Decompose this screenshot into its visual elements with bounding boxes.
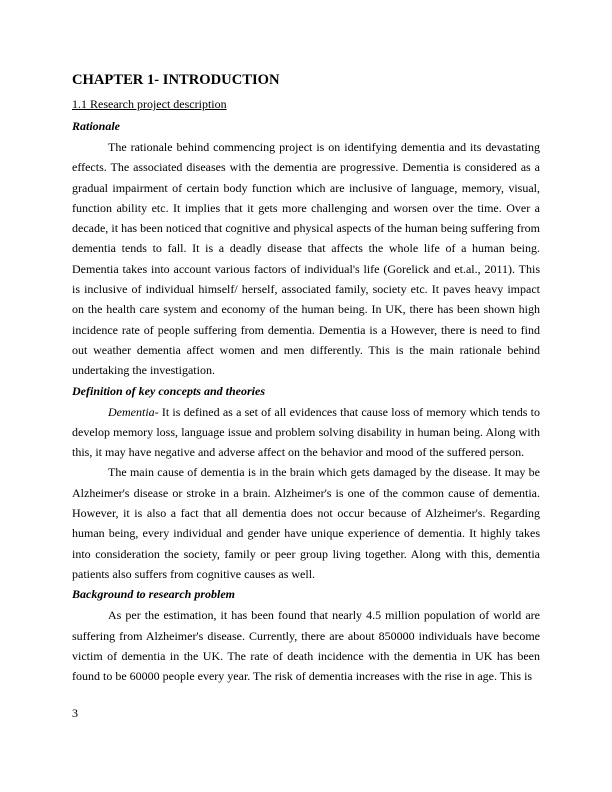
rationale-paragraph: The rationale behind commencing project is on identifying dementia and its devastating effects. The associated diseases with the dementia are progressive. Dementia is considered as a gradual impairment of certain body function which are inclusive of language, memory, visual, function ability etc. It implies that it gets more challenging and worsen over the time. Over a decade, it has been noticed that cognitive and physical aspects of the human being suffering from dementia tends to fall. It is a deadly disease that affects the whole life of a human being. Dementia takes into account various factors of individual's life (Gorelick and et.al., 2011). This is inclusive of individual himself/ herself, associated family, society etc. It paves heavy impact on the health care system and economy of the human being. In UK, there has been shown high incidence rate of people suffering from dementia. Dementia is a However, there is need to find out weather dementia affect women and men differently. This is the main rationale behind undertaking the investigation. [72, 140, 540, 378]
chapter-title: CHAPTER 1- INTRODUCTION [72, 72, 280, 88]
background-paragraph: As per the estimation, it has been found that nearly 4.5 million population of world are suffering from Alzheimer's disease. Currently, there are about 850000 individuals have become victim of dementia in the UK. The rate of death incidence with the dementia in UK has been found to be 60000 people every year. The risk of dementia increases with the rise in age. This is [72, 608, 540, 684]
section-title: 1.1 Research project description [72, 97, 227, 111]
dementia-definition-text: - It is defined as a set of all evidences that cause loss of memory which tends to develop memory loss, language issue and problem solving disability in human being. Along with this, it may have negative and adverse affect on the behavior and mood of the suffered person. [72, 404, 540, 460]
definitions-heading: Definition of key concepts and theories [72, 383, 265, 398]
dementia-term: Dementia [108, 404, 155, 419]
document-page [72, 72, 540, 686]
page-number: 3 [72, 706, 78, 720]
dementia-definition-paragraph [72, 402, 540, 463]
rationale-heading: Rationale [72, 119, 121, 133]
background-heading: Background to research problem [72, 587, 236, 602]
dementia-cause-paragraph: The main cause of dementia is in the brain which gets damaged by the disease. It may be Alzheimer's disease or stroke in a brain. Alzheimer's is one of the common cause of dementia. However, it is also a fact that all dementia does not occur because of Alzheimer's. Regarding human being, every individual and gender have unique experience of dementia. It highly takes into consideration the society, family or peer group living together. Along with this, dementia patients also suffers from cognitive causes as well. [72, 465, 540, 581]
